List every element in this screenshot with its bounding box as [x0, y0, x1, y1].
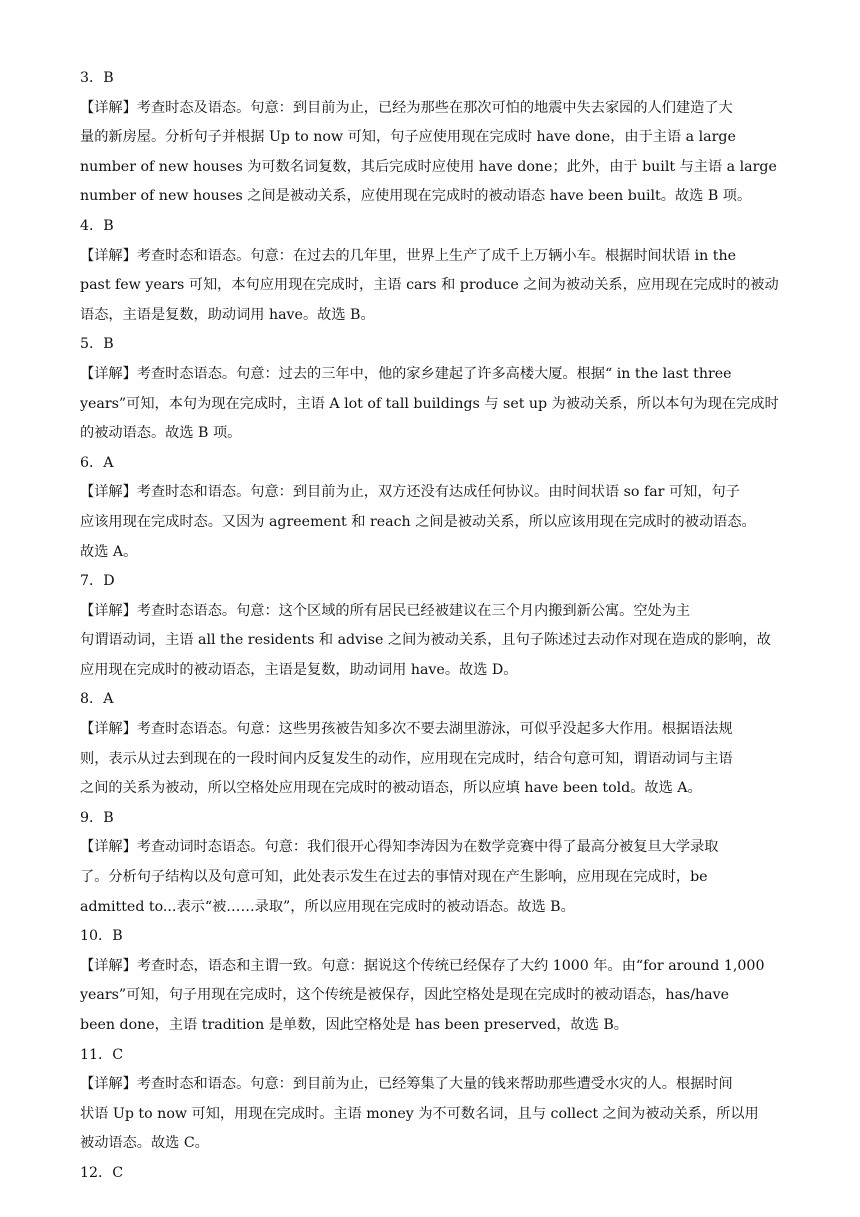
answer-number: 9．B — [80, 809, 114, 826]
explanation-line: 被动语态。故选 C。 — [80, 1135, 209, 1152]
explanation-line: 【详解】考查时态和语态。句意：到目前为止，已经筹集了大量的钱来帮助那些遭受水灾的人。根据时间 — [80, 1076, 733, 1093]
answer-number: 12．C — [80, 1164, 124, 1181]
explanation-line: 【详解】考查时态，语态和主谓一致。句意：据说这个传统已经保存了大约 1000 年。由“for around 1,000 — [80, 957, 765, 974]
answer-number: 6．A — [80, 454, 114, 471]
explanation-line: number of new houses 之间是被动关系，应使用现在完成时的被动语态 have been built。故选 B 项。 — [80, 188, 752, 205]
explanation-line: 故选 A。 — [80, 543, 138, 560]
explanation-line: 了。分析句子结构以及句意可知，此处表示发生在过去的事情对现在产生影响，应用现在完成时，be — [80, 869, 708, 886]
answer-number: 11．C — [80, 1046, 124, 1063]
explanation-line: 语态，主语是复数，助动词用 have。故选 B。 — [80, 306, 375, 323]
explanation-line: 之间的关系为被动，所以空格处应用现在完成时的被动语态，所以应填 have been told。故选 A。 — [80, 780, 702, 797]
answer-number: 3．B — [80, 70, 114, 86]
explanation-line: 句谓语动词，主语 all the residents 和 advise 之间为被动关系，且句子陈述过去动作对现在造成的影响，故 — [80, 632, 771, 649]
answer-number: 4．B — [80, 217, 114, 234]
explanation-line: past few years 可知，本句应用现在完成时，主语 cars 和 produce 之间为被动关系，应用现在完成时的被动 — [80, 277, 779, 294]
explanation-line: 【详解】考查时态语态。句意：过去的三年中，他的家乡建起了许多高楼大厦。根据“ in the last three — [80, 365, 732, 382]
answer-number: 10．B — [80, 928, 123, 945]
explanation-line: 的被动语态。故选 B 项。 — [80, 425, 242, 442]
answer-number: 5．B — [80, 336, 114, 353]
explanation-line: 【详解】考查动词时态语态。句意：我们很开心得知李涛因为在数学竞赛中得了最高分被复旦大学录取 — [80, 839, 719, 856]
answer-number: 7．D — [80, 573, 115, 590]
explanation-line: 应用现在完成时的被动语态，主语是复数，助动词用 have。故选 D。 — [80, 661, 518, 678]
explanation-line: 【详解】考查时态和语态。句意：到目前为止，双方还没有达成任何协议。由时间状语 so far 可知，句子 — [80, 484, 740, 501]
explanation-line: years”可知，本句为现在完成时，主语 A lot of tall buildings 与 set up 为被动关系，所以本句为现在完成时 — [80, 395, 779, 412]
answer-number: 8．A — [80, 691, 114, 708]
explanation-line: been done，主语 tradition 是单数，因此空格处是 has been preserved，故选 B。 — [80, 1017, 628, 1033]
explanation-line: admitted to...表示“被……录取”，所以应用现在完成时的被动语态。故选 B。 — [80, 898, 575, 915]
explanation-line: 量的新房屋。分析句子并根据 Up to now 可知，句子应使用现在完成时 have done，由于主语 a large — [80, 129, 736, 146]
explanation-line: 则，表示从过去到现在的一段时间内反复发生的动作，应用现在完成时，结合句意可知，谓语动词与主语 — [80, 750, 733, 767]
explanation-line: 【详解】考查时态和语态。句意：在过去的几年里，世界上生产了成千上万辆小车。根据时间状语 in the — [80, 247, 736, 264]
explanation-line: years”可知，句子用现在完成时，这个传统是被保存，因此空格处是现在完成时的被动语态，has/have — [80, 987, 729, 1004]
answer-explanations — [80, 64, 780, 1189]
explanation-line: 【详解】考查时态语态。句意：这些男孩被告知多次不要去湖里游泳，可似乎没起多大作用。根据语法规 — [80, 721, 733, 738]
explanation-line: 状语 Up to now 可知，用现在完成时。主语 money 为不可数名词，且与 collect 之间为被动关系，所以用 — [80, 1105, 759, 1122]
explanation-line: 【详解】考查时态及语态。句意：到目前为止，已经为那些在那次可怕的地震中失去家园的人们建造了大 — [80, 99, 733, 116]
explanation-line: 应该用现在完成时态。又因为 agreement 和 reach 之间是被动关系，所以应该用现在完成时的被动语态。 — [80, 513, 756, 530]
explanation-line: number of new houses 为可数名词复数，其后完成时应使用 have done；此外，由于 built 与主语 a large — [80, 158, 777, 175]
explanation-line: 【详解】考查时态语态。句意：这个区域的所有居民已经被建议在三个月内搬到新公寓。空处为主 — [80, 602, 691, 619]
